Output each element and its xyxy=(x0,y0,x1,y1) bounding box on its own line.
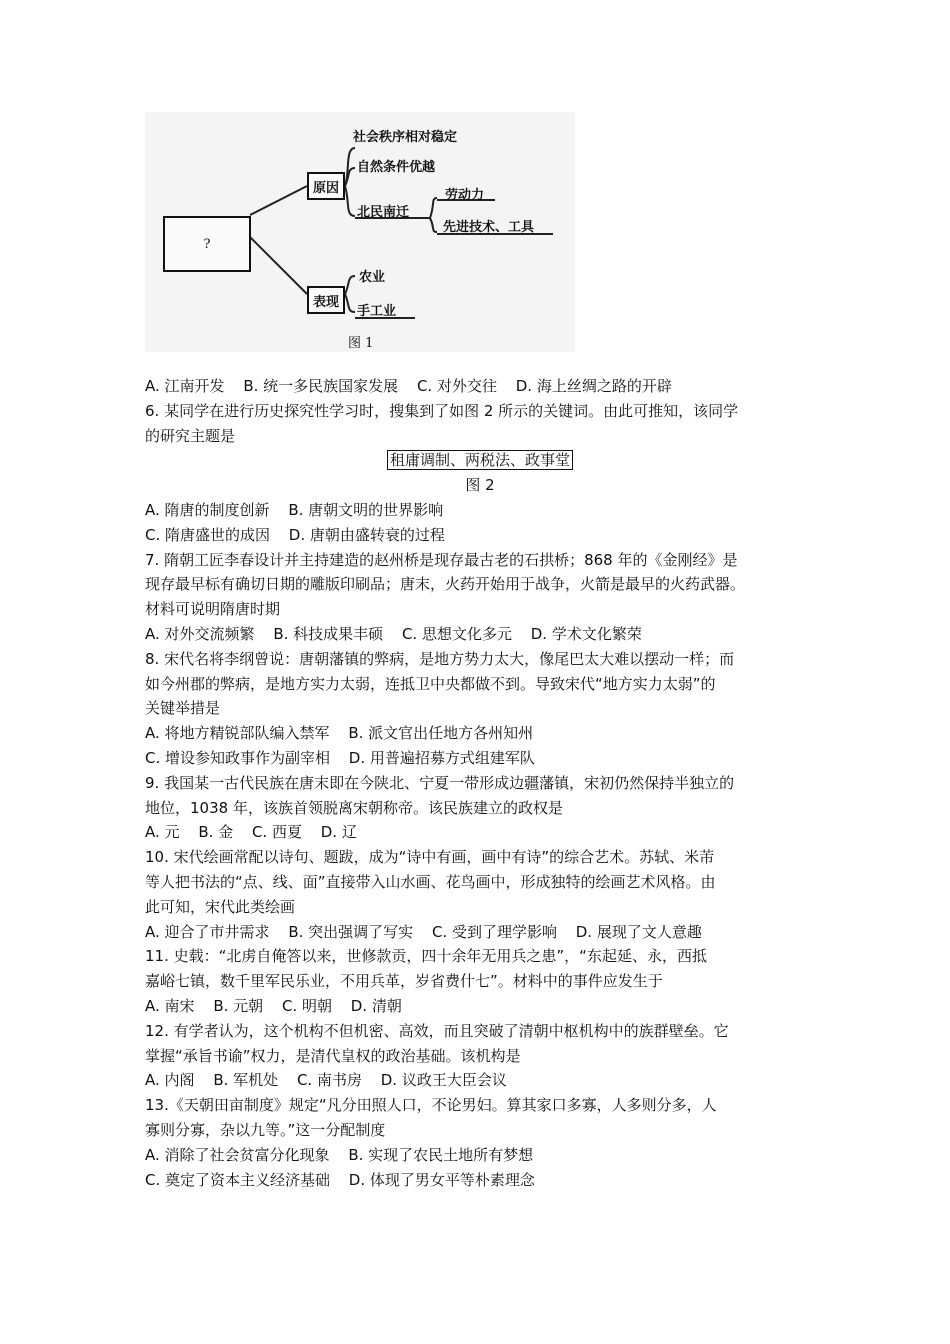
q10-stem: 此可知，宋代此类绘画 xyxy=(145,897,296,916)
reason-item: 社会秩序相对稳定 xyxy=(353,130,458,145)
option: B. 突出强调了写实 xyxy=(288,922,414,941)
q8-stem: 8. 宋代名将李纲曾说：唐朝藩镇的弊病，是地方势力太大，像尾巴太大难以摆动一样；而 xyxy=(145,649,735,668)
performance-box: 表现 xyxy=(307,286,345,314)
figure-2-caption: 图 2 xyxy=(465,476,495,495)
q10-stem: 等人把书法的“点、线、面”直接带入山水画、花鸟画中，形成独特的绘画艺术风格。由 xyxy=(145,872,716,891)
option: A. 隋唐的制度创新 xyxy=(145,500,270,519)
branch-line xyxy=(345,294,355,312)
option: C. 增设参知政事作为副宰相 xyxy=(145,748,331,767)
option: B. 科技成果丰硕 xyxy=(273,624,384,643)
keyword-box: 租庸调制、两税法、政事堂 xyxy=(387,450,573,470)
option: B. 派文官出任地方各州知州 xyxy=(348,724,534,743)
q10-options xyxy=(145,920,815,945)
q12-stem: 掌握“承旨书谕”权力，是清代皇权的政治基础。该机构是 xyxy=(145,1046,521,1065)
option: C. 隋唐盛世的成因 xyxy=(145,525,271,544)
option: A. 消除了社会贫富分化现象 xyxy=(145,1145,330,1164)
option: A. 元 xyxy=(145,823,180,842)
option: A. 将地方精锐部队编入禁军 xyxy=(145,724,330,743)
option: C. 奠定了资本主义经济基础 xyxy=(145,1170,331,1189)
reason-box: 原因 xyxy=(307,172,345,200)
option: C. 南书房 xyxy=(296,1071,362,1090)
option: C. 思想文化多元 xyxy=(401,624,512,643)
q9-stem: 地位，1038 年，该族首领脱离宋朝称帝。该民族建立的政权是 xyxy=(145,798,563,817)
q11-options xyxy=(145,994,815,1019)
option: B. 唐朝文明的世界影响 xyxy=(288,500,444,519)
performance-item: 手工业 xyxy=(357,304,397,319)
q6-options xyxy=(145,498,815,523)
q6-options xyxy=(145,523,815,548)
q13-options xyxy=(145,1143,815,1168)
q7-stem: 现存最早标有确切日期的雕版印刷品；唐末，火药开始用于战争，火箭是最早的火药武器。 xyxy=(145,575,746,594)
branch-line xyxy=(250,237,307,294)
reason-item: 北民南迁 xyxy=(357,205,410,220)
option: C. 明朝 xyxy=(281,996,332,1015)
q12-stem: 12. 有学者认为，这个机构不但机密、高效，而且突破了清朝中枢机构中的族群壁垒。它 xyxy=(145,1021,729,1040)
migration-item: 先进技术、工具 xyxy=(443,220,535,235)
q5-options xyxy=(145,374,815,399)
question-text xyxy=(145,374,815,1192)
option: C. 对外交往 xyxy=(416,377,497,395)
option: A. 江南开发 xyxy=(145,377,225,395)
q6-keyword-box-row xyxy=(145,448,815,473)
option: B. 军机处 xyxy=(213,1071,279,1090)
branch-line xyxy=(430,218,437,232)
q9-options xyxy=(145,820,815,845)
q11-stem: 嘉峪七镇，数千里军民乐业，不用兵革，岁省费什七”。材料中的事件应发生于 xyxy=(145,972,663,991)
option: C. 西夏 xyxy=(251,823,302,842)
option: B. 金 xyxy=(198,823,234,842)
branch-line xyxy=(250,186,307,215)
migration-item: 劳动力 xyxy=(445,188,485,203)
branch-line xyxy=(345,186,355,216)
option: D. 体现了男女平等朴素理念 xyxy=(348,1170,535,1189)
q7-stem: 7. 隋朝工匠李春设计并主持建造的赵州桥是现存最古老的石拱桥；868 年的《金刚经》是 xyxy=(145,550,738,569)
option: D. 海上丝绸之路的开辟 xyxy=(515,377,672,395)
q6-stem: 6. 某同学在进行历史探究性学习时，搜集到了如图 2 所示的关键词。由此可推知，该同学 xyxy=(145,401,739,420)
q6-stem: 的研究主题是 xyxy=(145,426,236,445)
option: B. 元朝 xyxy=(213,996,264,1015)
branch-line xyxy=(345,276,355,294)
option: C. 受到了理学影响 xyxy=(431,922,557,941)
option: D. 清朝 xyxy=(350,996,402,1015)
figure-caption: 图 1 xyxy=(348,336,374,351)
option: D. 唐朝由盛转衰的过程 xyxy=(288,525,445,544)
option: B. 实现了农民土地所有梦想 xyxy=(348,1145,534,1164)
reason-item: 自然条件优越 xyxy=(357,160,436,175)
performance-item: 农业 xyxy=(359,270,386,285)
q11-stem: 11. 史载：“北虏自俺答以来，世修款贡，四十余年无用兵之患”，“东起延、永，西抵 xyxy=(145,947,707,966)
q9-stem: 9. 我国某一古代民族在唐末即在今陕北、宁夏一带形成边疆藩镇，宋初仍然保持半独立的 xyxy=(145,773,735,792)
option: D. 议政王大臣会议 xyxy=(380,1071,507,1090)
q7-options xyxy=(145,622,815,647)
option: A. 对外交流频繁 xyxy=(145,624,255,643)
q8-options xyxy=(145,746,815,771)
q13-stem: 寡则分寡，杂以九等。”这一分配制度 xyxy=(145,1120,386,1139)
q7-stem: 材料可说明隋唐时期 xyxy=(145,600,281,619)
q8-stem: 关键举措是 xyxy=(145,699,221,718)
option: D. 展现了文人意趣 xyxy=(575,922,702,941)
q10-stem: 10. 宋代绘画常配以诗句、题跋，成为“诗中有画，画中有诗”的综合艺术。苏轼、米芾 xyxy=(145,848,715,867)
option: D. 学术文化繁荣 xyxy=(530,624,642,643)
option: A. 南宋 xyxy=(145,996,195,1015)
option: D. 辽 xyxy=(320,823,357,842)
figure-1-diagram xyxy=(145,112,575,352)
q13-stem: 13.《天朝田亩制度》规定“凡分田照人口，不论男妇。算其家口多寡，人多则分多，人 xyxy=(145,1096,717,1115)
q12-options xyxy=(145,1068,815,1093)
q8-stem: 如今州郡的弊病，是地方实力太弱，连抵卫中央都做不到。导致宋代“地方实力太弱”的 xyxy=(145,674,716,693)
q8-options xyxy=(145,721,815,746)
option: D. 用普遍招募方式组建军队 xyxy=(348,748,535,767)
q13-options xyxy=(145,1168,815,1193)
center-box: ? xyxy=(163,216,251,272)
option: B. 统一多民族国家发展 xyxy=(243,377,399,395)
option: A. 内阁 xyxy=(145,1071,195,1090)
option: A. 迎合了市井需求 xyxy=(145,922,270,941)
branch-line xyxy=(430,198,437,218)
